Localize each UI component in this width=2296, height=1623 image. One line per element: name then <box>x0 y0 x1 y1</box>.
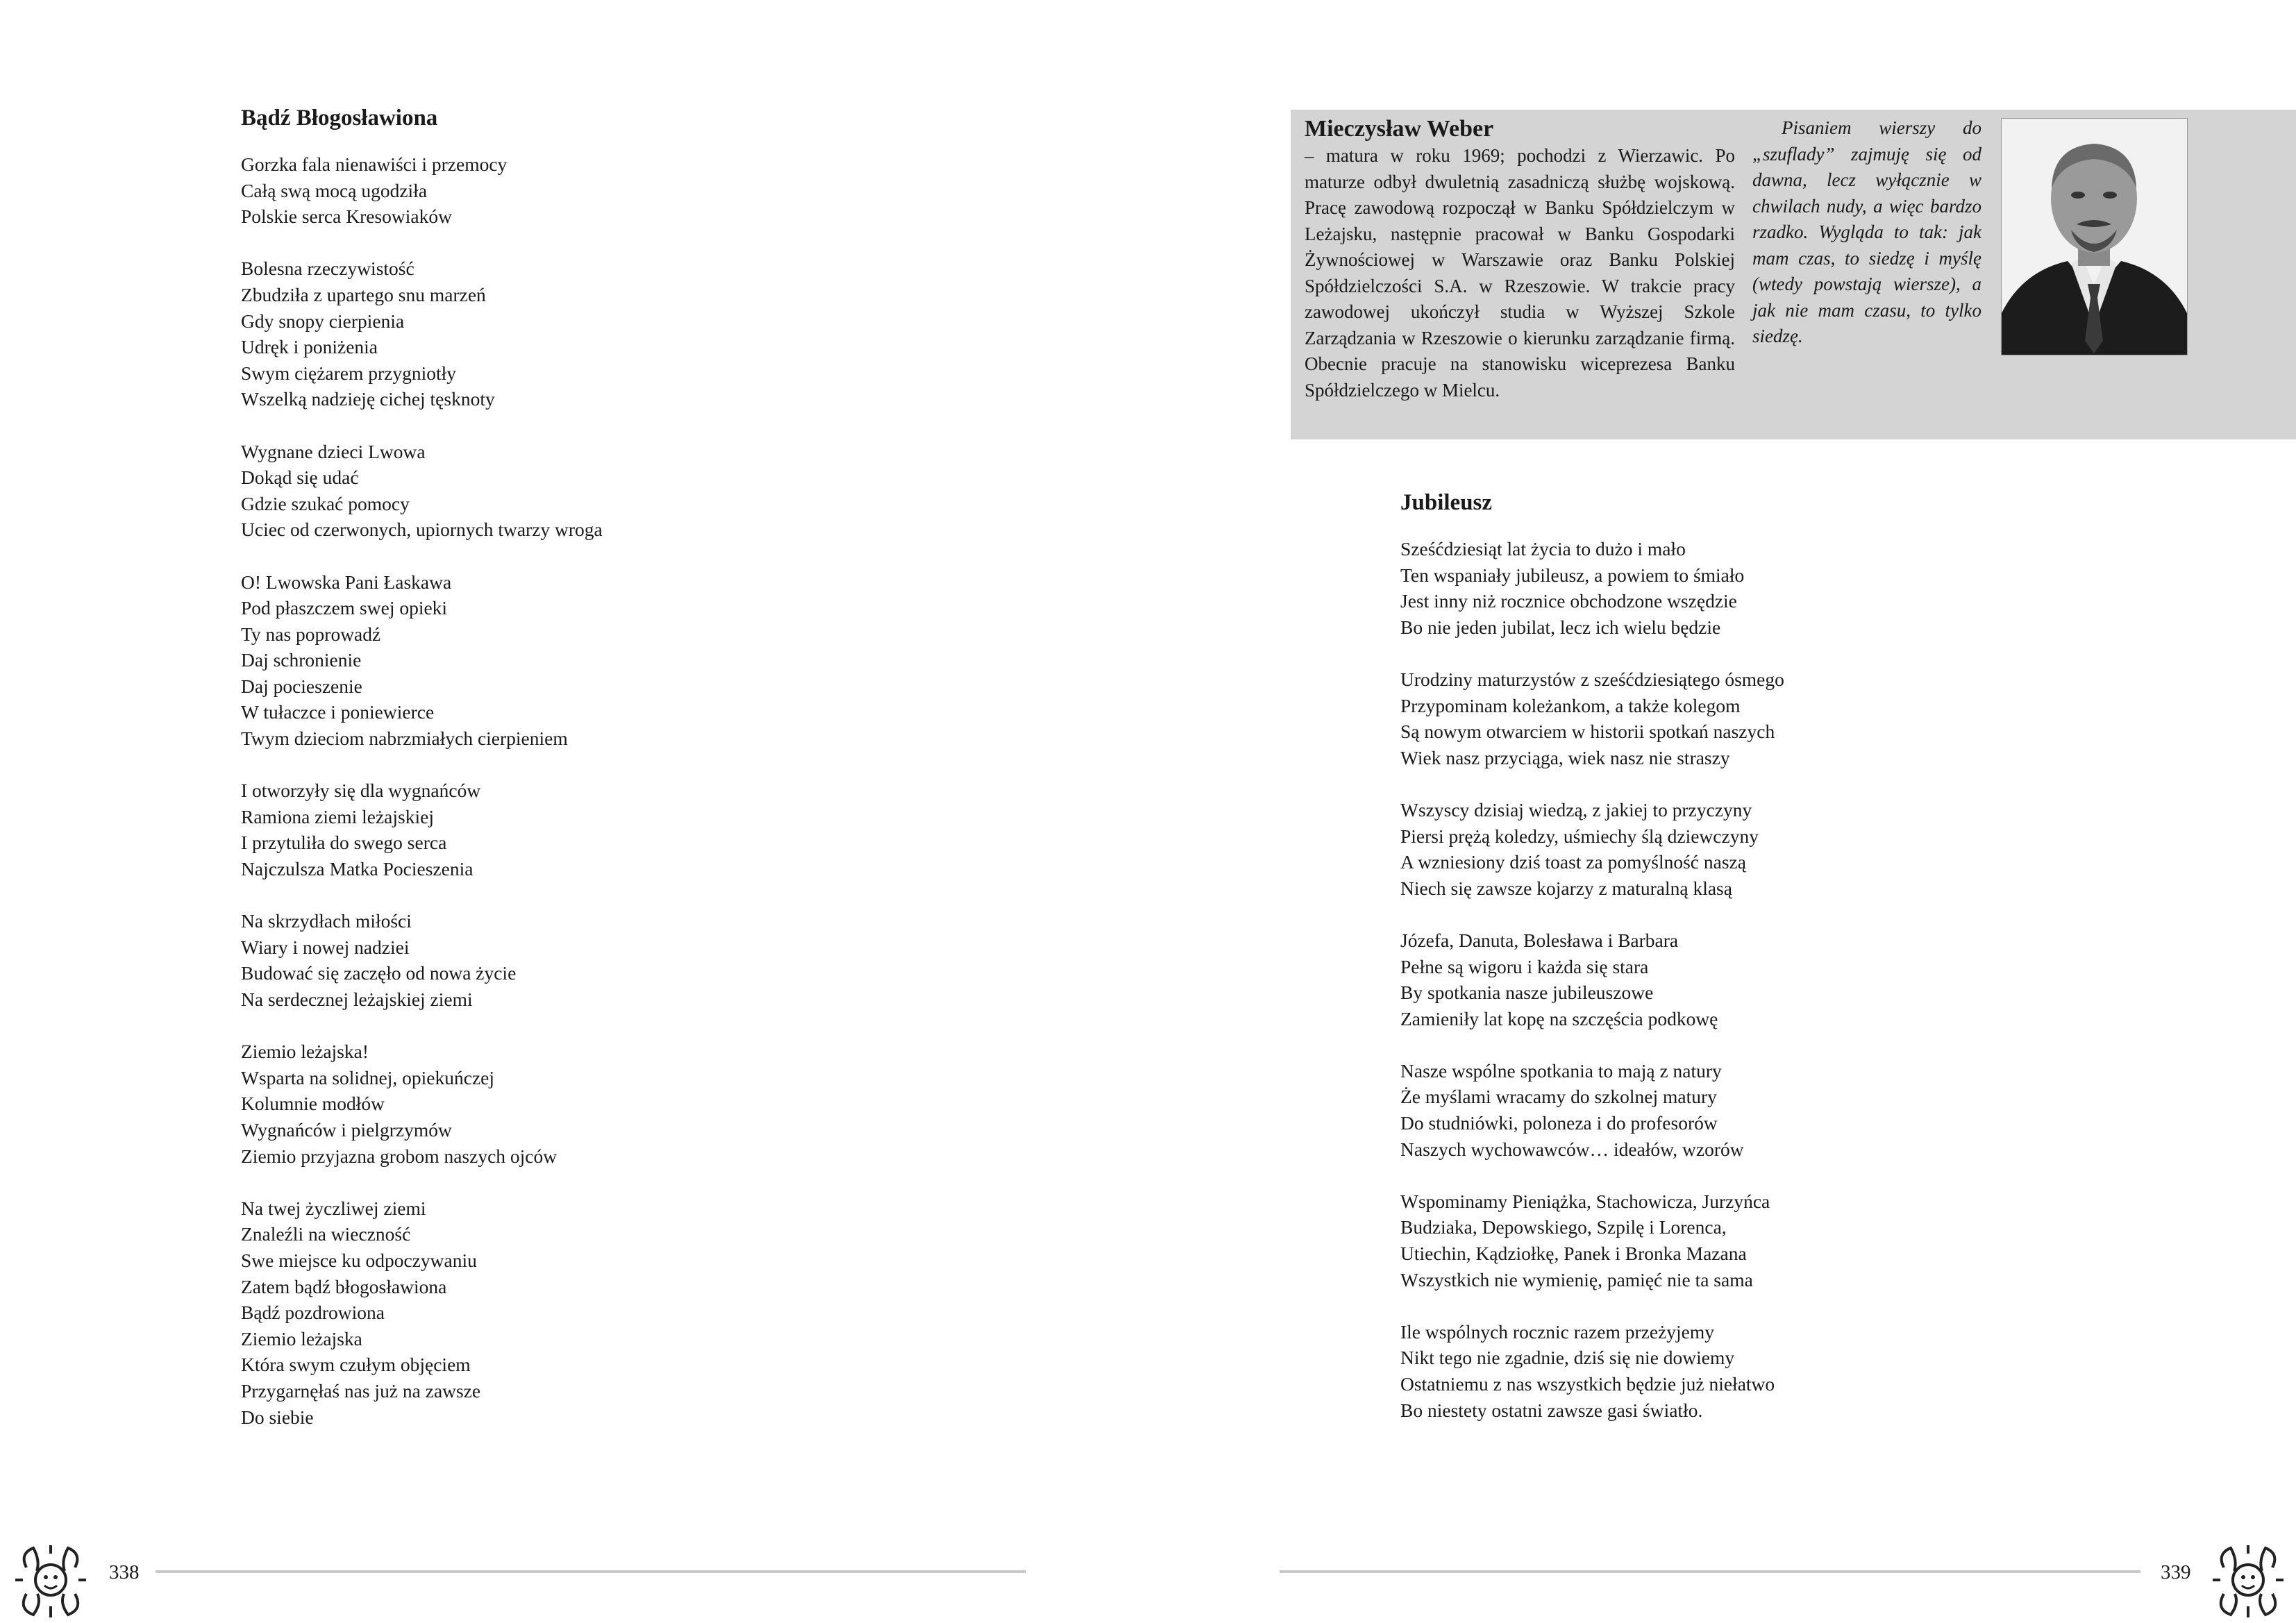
poem-line: Wygnane dzieci Lwowa <box>241 440 426 462</box>
poem-line: Wszelką nadzieję cichej tęsknoty <box>241 388 495 410</box>
poem-line: W tułaczce i poniewierce <box>241 701 435 723</box>
poem-line: I otworzyły się dla wygnańców <box>241 780 481 802</box>
poem-line: Józefa, Danuta, Bolesława i Barbara <box>1400 929 1679 951</box>
poem-line: Gdzie szukać pomocy <box>241 492 410 514</box>
poem-line: Polskie serca Kresowiaków <box>241 205 452 228</box>
author-quote: Pisaniem wierszy do „szuflady” zajmuję się od dawna, lecz wyłącznie w chwilach nudy, a więc bardzo rzadko. Wygląda to tak: jak mam czas, to siedzę i myślę (wtedy powstają wiersze), a jak nie mam czasu, to tylko siedzę. <box>1752 117 1981 346</box>
stanza <box>241 1195 603 1430</box>
author-bio-box <box>1291 110 2296 439</box>
poem-line: Na twej życzliwej ziemi <box>241 1197 426 1219</box>
poem-body <box>1400 536 1784 1423</box>
stanza <box>241 908 603 1012</box>
poem-line: Wiek nasz przyciąga, wiek nasz nie straszy <box>1400 746 1730 768</box>
poem-line: Wspominamy Pieniążka, Stachowicza, Jurzyńca <box>1400 1190 1770 1212</box>
poem-line: Nikt tego nie zgadnie, dziś się nie dowiemy <box>1400 1347 1735 1369</box>
poem-line: Ostatniemu z nas wszystkich będzie już niełatwo <box>1400 1373 1775 1395</box>
poem-line: Jest inny niż rocznice obchodzone wszędzie <box>1400 590 1737 612</box>
poem-line: Która swym czułym objęciem <box>241 1354 471 1376</box>
poem-line: Sześćdziesiąt lat życia to dużo i mało <box>1400 538 1686 560</box>
poem-line: Pod płaszczem swej opieki <box>241 597 448 619</box>
poem-line: Bądź pozdrowiona <box>241 1302 385 1324</box>
poem-line: Wszyscy dzisiaj wiedzą, z jakiej to przyczyny <box>1400 798 1752 821</box>
poem-line: Są nowym otwarciem w historii spotkań naszych <box>1400 721 1775 743</box>
poem-line: Kolumnie modłów <box>241 1093 385 1115</box>
page-number: 338 <box>109 1561 140 1583</box>
poem-line: Na serdecznej leżajskiej ziemi <box>241 989 473 1010</box>
stanza <box>1400 536 1784 640</box>
poem-line: Wygnańców i pielgrzymów <box>241 1118 452 1141</box>
poem-line: Swe miejsce ku odpoczywaniu <box>241 1249 477 1271</box>
poem-body <box>241 151 603 1430</box>
poem-line: Wiary i nowej nadziei <box>241 936 410 958</box>
poem-line: Do studniówki, poloneza i do profesorów <box>1400 1112 1718 1134</box>
poem-line: Budować się zaczęło od nowa życie <box>241 962 517 984</box>
poem-line: O! Lwowska Pani Łaskawa <box>241 571 452 593</box>
poem-title: Bądź Błogosławiona <box>241 106 438 131</box>
poem-line: Budziaka, Depowskiego, Szpilę i Lorenca, <box>1400 1216 1727 1238</box>
stanza <box>1400 1058 1784 1162</box>
stanza <box>241 439 603 543</box>
poem-line: Ziemio leżajska! <box>241 1041 369 1063</box>
poem-line: Że myślami wracamy do szkolnej matury <box>1400 1086 1717 1108</box>
poem-jubileusz <box>1400 489 1784 1423</box>
poem-line: Najczulsza Matka Pocieszenia <box>241 858 474 880</box>
stanza <box>1400 666 1784 771</box>
stanza <box>241 151 603 230</box>
poem-line: Gdy snopy cierpienia <box>241 310 405 332</box>
poem-line: Bo niestety ostatni zawsze gasi światło. <box>1400 1399 1703 1421</box>
right-page <box>1148 0 2295 1623</box>
author-bio <box>1305 115 1735 403</box>
poem-line: Zatem bądź błogosławiona <box>241 1275 447 1297</box>
poem-line: Niech się zawsze kojarzy z maturalną klasą <box>1400 877 1732 899</box>
poem-line: Ramiona ziemi leżajskiej <box>241 805 434 827</box>
stanza <box>1400 1188 1784 1293</box>
poem-title: Jubileusz <box>1400 490 1493 515</box>
poem-line: Bolesna rzeczywistość <box>241 258 414 280</box>
stanza <box>241 777 603 882</box>
poem-line: Bo nie jeden jubilat, lecz ich wielu będzie <box>1400 616 1721 638</box>
poem-line: Całą swą mocą ugodziła <box>241 179 428 201</box>
poem-line: A wzniesiony dziś toast za pomyślność naszą <box>1400 851 1746 873</box>
poem-line: Piersi prężą koledzy, uśmiechy ślą dziewczyny <box>1400 825 1759 847</box>
poem-line: Do siebie <box>241 1406 314 1428</box>
footer-rule <box>156 1570 1026 1573</box>
poem-line: Udręk i poniżenia <box>241 336 378 358</box>
author-name: Mieczysław Weber <box>1305 116 1494 142</box>
poem-line: Wsparta na solidnej, opiekuńczej <box>241 1066 495 1088</box>
poem-line: Naszych wychowawców… ideałów, wzorów <box>1400 1138 1744 1160</box>
poem-line: Uciec od czerwonych, upiornych twarzy wroga <box>241 519 603 541</box>
stanza <box>1400 927 1784 1032</box>
poem-line: Przypominam koleżankom, a także kolegom <box>1400 694 1741 716</box>
poem-line: Na skrzydłach miłości <box>241 910 412 932</box>
stanza <box>241 255 603 412</box>
poem-line: I przytuliła do swego serca <box>241 832 447 854</box>
poem-line: By spotkania nasze jubileuszowe <box>1400 982 1654 1004</box>
stanza <box>1400 797 1784 901</box>
page-number: 339 <box>2161 1561 2191 1583</box>
poem-line: Twym dzieciom nabrzmiałych cierpieniem <box>241 728 568 750</box>
poem-line: Urodziny maturzystów z sześćdziesiątego ósmego <box>1400 668 1784 690</box>
poem-line: Nasze wspólne spotkania to mają z natury <box>1400 1059 1722 1082</box>
poem-line: Ziemio leżajska <box>241 1327 362 1349</box>
footer-ornament-icon <box>2210 1540 2286 1623</box>
poem-line: Przygarnęłaś nas już na zawsze <box>241 1379 481 1402</box>
poem-line: Zamieniły lat kopę na szczęścia podkowę <box>1400 1007 1718 1029</box>
poem-line: Gorzka fala nienawiści i przemocy <box>241 153 508 175</box>
poem-badz-blogoslawiona <box>241 104 603 1430</box>
footer-ornament-icon <box>12 1540 89 1623</box>
stanza <box>241 1038 603 1169</box>
stanza <box>241 569 603 752</box>
poem-line: Znaleźli na wieczność <box>241 1223 411 1245</box>
portrait-photo <box>2001 118 2188 355</box>
author-bio-text: – matura w roku 1969; pochodzi z Wierzawic. Po maturze odbył dwuletnią zasadniczą służbę wojskową. Pracę zawodową rozpoczął w Banku Spółdzielczym w Leżajsku, następnie pracował w Banku Gospodarki Żywnościowej w Warszawie oraz Banku Polskiej Spółdzielczości S.A. w Rzeszowie. W trakcie pracy zawodowej ukończył studia w Wyższej Szkole Zarządzania w Rzeszowie o kierunku zarządzanie firmą. Obecnie pracuje na stanowisku wiceprezesa Banku Spółdzielczego w Mielcu. <box>1305 145 1735 401</box>
poem-line: Ty nas poprowadź <box>241 623 381 645</box>
poem-line: Utiechin, Kądziołkę, Panek i Bronka Mazana <box>1400 1243 1747 1265</box>
poem-line: Daj pocieszenie <box>241 675 362 697</box>
poem-line: Swym ciężarem przygniotły <box>241 362 457 384</box>
poem-line: Pełne są wigoru i każda się stara <box>1400 955 1649 977</box>
poem-line: Ziemio przyjazna grobom naszych ojców <box>241 1145 558 1167</box>
poem-line: Zbudziła z upartego snu marzeń <box>241 283 486 305</box>
poem-line: Dokąd się udać <box>241 466 359 489</box>
poem-line: Ile wspólnych rocznic razem przeżyjemy <box>1400 1320 1715 1343</box>
poem-line: Wszystkich nie wymienię, pamięć nie ta sama <box>1400 1268 1753 1290</box>
stanza <box>1400 1319 1784 1423</box>
footer-rule <box>1280 1570 2140 1573</box>
poem-line: Ten wspaniały jubileusz, a powiem to śmiało <box>1400 564 1745 586</box>
poem-line: Daj schronienie <box>241 649 362 671</box>
